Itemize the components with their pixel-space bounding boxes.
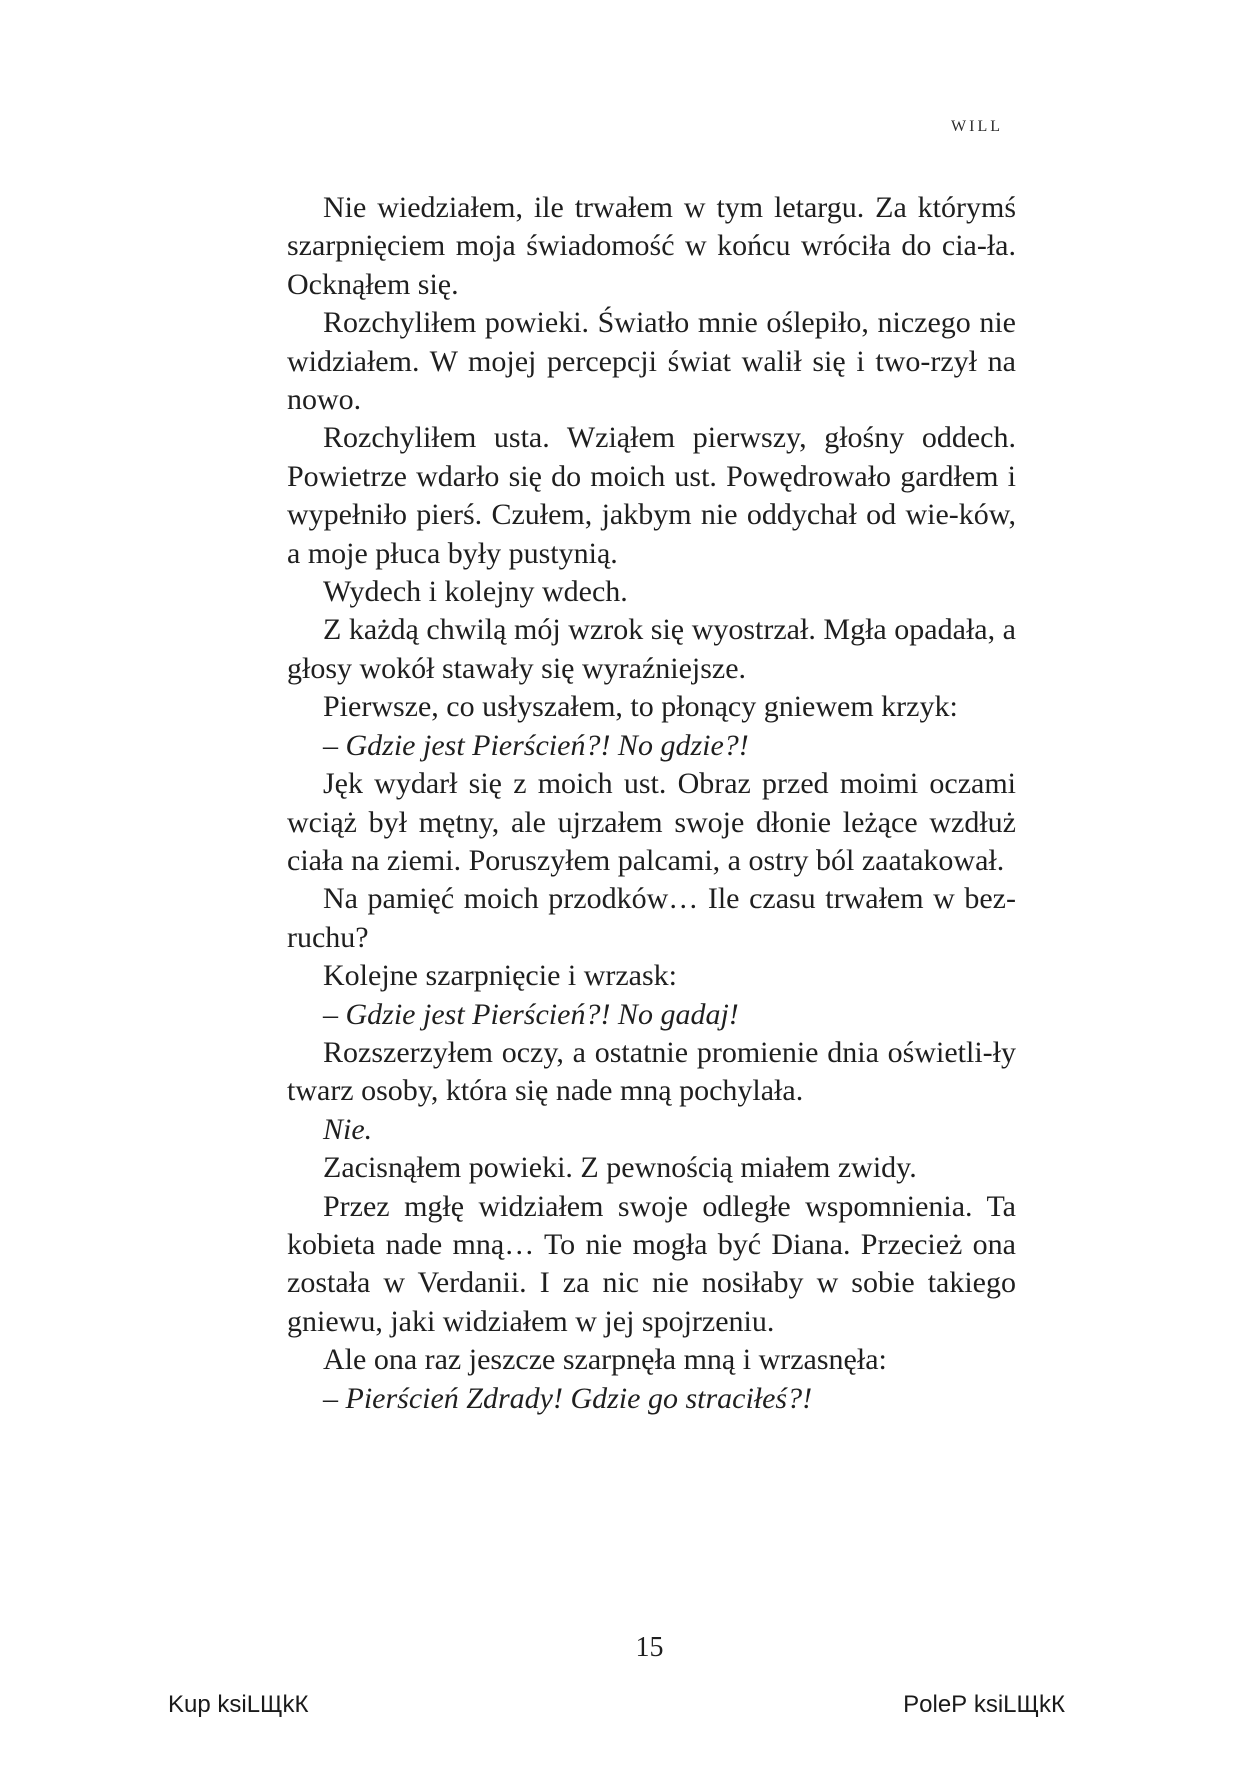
dialogue-line: – Gdzie jest Pierścień?! No gdzie?! (323, 728, 749, 762)
paragraph: Wydech i kolejny wdech. (323, 575, 628, 609)
paragraph: Rozchyliłem usta. Wziąłem pierwszy, głośny oddech. Powietrze wdarło się do moich ust. Powędrowało gardłem i wypełniło pierś. Czułem, jakbym nie oddychał od wie-ków, a moje płuca były pustynią. (287, 421, 1016, 570)
paragraph: Rozchyliłem powieki. Światło mnie oślepiło, niczego nie widziałem. W mojej percepcji świat walił się i two-rzył na nowo. (287, 306, 1016, 417)
paragraph: Ale ona raz jeszcze szarpnęła mną i wrzasnęła: (323, 1343, 887, 1377)
paragraph: Rozszerzyłem oczy, a ostatnie promienie dnia oświetli-ły twarz osoby, która się nade mną pochylała. (287, 1035, 1016, 1108)
paragraph: Nie wiedziałem, ile trwałem w tym letargu. Za którymś szarpnięciem moja świadomość w końcu wróciła do cia-ła. Ocknąłem się. (287, 191, 1016, 301)
emphasis-line: Nie. (323, 1112, 373, 1146)
buy-book-link[interactable]: Kup ksiLЩkК (168, 1691, 309, 1718)
dialogue-line: – Gdzie jest Pierścień?! No gadaj! (323, 997, 739, 1031)
paragraph: Na pamięć moich przodków… Ile czasu trwałem w bez-ruchu? (287, 882, 1016, 954)
running-head: WILL (951, 118, 1003, 135)
body-text (287, 189, 1016, 1418)
recommend-book-link[interactable]: PoleР ksiLЩkК (903, 1691, 1065, 1718)
paragraph: Kolejne szarpnięcie i wrzask: (323, 959, 678, 993)
paragraph: Z każdą chwilą mój wzrok się wyostrzał. Mgła opadała, a głosy wokół stawały się wyraźniejsze. (287, 613, 1016, 685)
paragraph: Pierwsze, co usłyszałem, to płonący gniewem krzyk: (323, 690, 958, 724)
dialogue-line: – Pierścień Zdrady! Gdzie go straciłeś?! (323, 1381, 813, 1415)
paragraph: Jęk wydarł się z moich ust. Obraz przed moimi oczami wciąż był mętny, ale ujrzałem swoje dłonie leżące wzdłuż ciała na ziemi. Poruszyłem palcami, a ostry ból zaatakował. (287, 767, 1016, 877)
page-number: 15 (635, 1632, 664, 1663)
paragraph: Przez mgłę widziałem swoje odległe wspomnienia. Ta kobieta nade mną… To nie mogła być Diana. Przecież ona została w Verdanii. I za nic nie nosiłaby w sobie takiego gniewu, jaki widziałem w jej spojrzeniu. (287, 1189, 1016, 1338)
paragraph: Zacisnąłem powieki. Z pewnością miałem zwidy. (323, 1151, 917, 1185)
